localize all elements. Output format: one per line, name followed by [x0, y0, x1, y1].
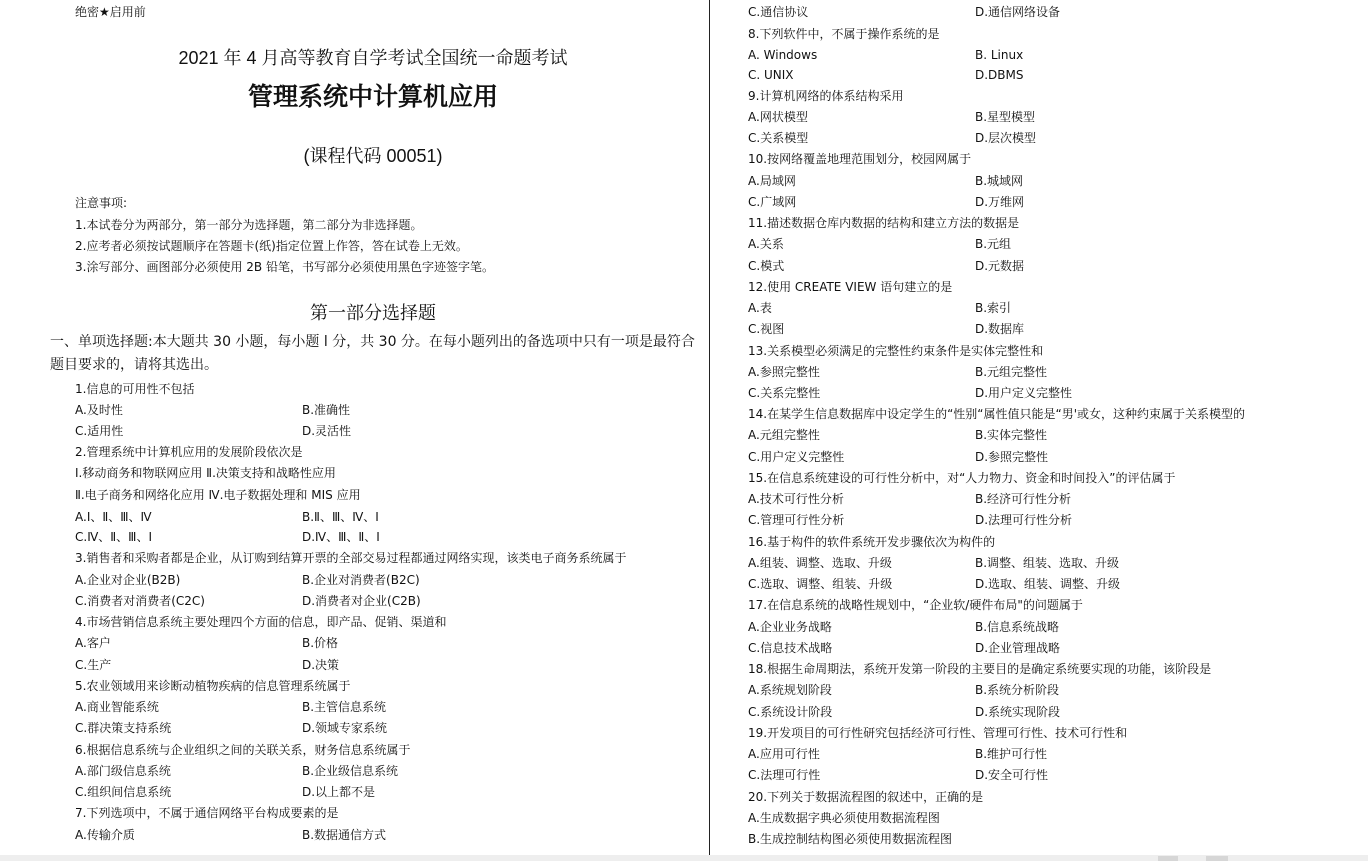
question-15: 15.在信息系统建设的可行性分析中，对“人力物力、资金和时间投入”的评估属于 — [748, 471, 1176, 485]
option: D.用户定义完整性 — [975, 386, 1073, 400]
option: C.Ⅳ、Ⅱ、Ⅲ、Ⅰ — [75, 530, 152, 544]
option: B.准确性 — [302, 403, 351, 417]
option: D.Ⅳ、Ⅲ、Ⅱ、Ⅰ — [302, 530, 380, 544]
option: D.决策 — [302, 658, 340, 672]
option: C.广域网 — [748, 195, 797, 209]
question-2: 2.管理系统中计算机应用的发展阶段依次是 — [75, 445, 303, 459]
option: A.传输介质 — [75, 828, 135, 842]
option: D.法理可行性分析 — [975, 513, 1073, 527]
option: C.法理可行性 — [748, 768, 821, 782]
notes-heading: 注意事项: — [75, 196, 128, 210]
option: B.星型模型 — [975, 110, 1036, 124]
option: D.层次模型 — [975, 131, 1037, 145]
question-13: 13.关系模型必须满足的完整性约束条件是实体完整性和 — [748, 344, 1044, 358]
option: A.网状模型 — [748, 110, 808, 124]
section-instructions: 一、单项选择题:本大题共 30 小题，每小题 l 分，共 30 分。在每小题列出的备选项中只有一项是最符合 — [50, 334, 695, 350]
question-10: 10.按网络覆盖地理范围划分，校园网属于 — [748, 152, 972, 166]
question-9: 9.计算机网络的体系结构采用 — [748, 89, 904, 103]
option: D.元数据 — [975, 259, 1025, 273]
page-divider — [709, 0, 710, 855]
option: C.生产 — [75, 658, 112, 672]
scroll-thumb-secondary[interactable] — [1206, 856, 1228, 861]
option: C.组织间信息系统 — [75, 785, 172, 799]
option: B.企业级信息系统 — [302, 764, 399, 778]
option: D.系统实现阶段 — [975, 705, 1061, 719]
option: C. UNIX — [748, 68, 794, 82]
option: A.组装、调整、选取、升级 — [748, 556, 892, 570]
option: C.关系完整性 — [748, 386, 821, 400]
option: D.企业管理战略 — [975, 641, 1061, 655]
option: C.用户定义完整性 — [748, 450, 845, 464]
option: A.应用可行性 — [748, 747, 820, 761]
question-18: 18.根据生命周期法，系统开发第一阶段的主要目的是确定系统要实现的功能，该阶段是 — [748, 662, 1212, 676]
option: C.管理可行性分析 — [748, 513, 845, 527]
part-one-title: 第一部分选择题 — [310, 303, 436, 323]
question-line: Ⅱ.电子商务和网络化应用 Ⅳ.电子数据处理和 MIS 应用 — [75, 488, 361, 502]
question-1: 1.信息的可用性不包括 — [75, 382, 195, 396]
option: B.城域网 — [975, 174, 1024, 188]
note-item: 3.涂写部分、画图部分必须使用 2B 铅笔，书写部分必须使用黑色字迹签字笔。 — [75, 260, 494, 274]
option: C.系统设计阶段 — [748, 705, 833, 719]
option: B.企业对消费者(B2C) — [302, 573, 420, 587]
option: A.Ⅰ、Ⅱ、Ⅲ、Ⅳ — [75, 510, 152, 524]
option: D.消费者对企业(C2B) — [302, 594, 421, 608]
option: D.通信网络设备 — [975, 5, 1061, 19]
option: C.选取、调整、组装、升级 — [748, 577, 893, 591]
question-6: 6.根据信息系统与企业组织之间的关联关系，财务信息系统属于 — [75, 743, 411, 757]
question-16: 16.基于构件的软件系统开发步骤依次为构件的 — [748, 535, 996, 549]
question-line: Ⅰ.移动商务和物联网应用 Ⅱ.决策支持和战略性应用 — [75, 466, 336, 480]
option: A.局域网 — [748, 174, 796, 188]
option: D.数据库 — [975, 322, 1025, 336]
option: A.企业业务战略 — [748, 620, 832, 634]
option: D.安全可行性 — [975, 768, 1049, 782]
option: A.关系 — [748, 237, 784, 251]
option: B.生成控制结构图必须使用数据流程图 — [748, 832, 953, 846]
option: B.信息系统战略 — [975, 620, 1060, 634]
option: D.DBMS — [975, 68, 1024, 82]
question-19: 19.开发项目的可行性研究包括经济可行性、管理可行性、技术可行性和 — [748, 726, 1128, 740]
question-20: 20.下列关于数据流程图的叙述中，正确的是 — [748, 790, 984, 804]
subject-title: 管理系统中计算机应用 — [247, 82, 498, 111]
option: A.企业对企业(B2B) — [75, 573, 181, 587]
option: B.维护可行性 — [975, 747, 1048, 761]
section-instructions-cont: 题目要求的，请将其选出。 — [50, 357, 218, 373]
option: D.参照完整性 — [975, 450, 1049, 464]
option: D.以上都不是 — [302, 785, 376, 799]
question-8: 8.下列软件中，不属于操作系统的是 — [748, 27, 940, 41]
option: D.万维网 — [975, 195, 1025, 209]
option: B.元组完整性 — [975, 365, 1048, 379]
question-17: 17.在信息系统的战略性规划中，“企业软/硬件布局"的问题属于 — [748, 598, 1083, 612]
exam-title: 2021 年 4 月高等教育自学考试全国统一命题考试 — [178, 48, 568, 68]
option: B.经济可行性分析 — [975, 492, 1072, 506]
question-4: 4.市场营销信息系统主要处理四个方面的信息，即产品、促销、渠道和 — [75, 615, 447, 629]
option: C.模式 — [748, 259, 785, 273]
option: B.主管信息系统 — [302, 700, 387, 714]
option: C.视图 — [748, 322, 785, 336]
bottom-scrollbar[interactable] — [0, 855, 1368, 861]
option: A.商业智能系统 — [75, 700, 159, 714]
option: A.客户 — [75, 636, 111, 650]
option: A. Windows — [748, 48, 818, 62]
question-14: 14.在某学生信息数据库中设定学生的“性别“属性值只能是“男'或女，这种约束属于关系模型的 — [748, 407, 1246, 421]
option: A.部门级信息系统 — [75, 764, 171, 778]
option: C.通信协议 — [748, 5, 809, 19]
option: B.元组 — [975, 237, 1012, 251]
option: A.系统规划阶段 — [748, 683, 832, 697]
option: A.参照完整性 — [748, 365, 820, 379]
option: B.实体完整性 — [975, 428, 1048, 442]
option: B.系统分析阶段 — [975, 683, 1060, 697]
option: B.价格 — [302, 636, 339, 650]
question-7: 7.下列选项中，不属于通信网络平台构成要素的是 — [75, 806, 339, 820]
option: B. Linux — [975, 48, 1024, 62]
option: B.调整、组装、选取、升级 — [975, 556, 1120, 570]
option: A.生成数据字典必须使用数据流程图 — [748, 811, 940, 825]
option: C.信息技术战略 — [748, 641, 833, 655]
option: B.索引 — [975, 301, 1012, 315]
question-11: 11.描述数据仓库内数据的结构和建立方法的数据是 — [748, 216, 1020, 230]
option: A.技术可行性分析 — [748, 492, 844, 506]
scroll-thumb[interactable] — [1158, 856, 1178, 861]
option: D.领域专家系统 — [302, 721, 388, 735]
option: B.数据通信方式 — [302, 828, 387, 842]
option: D.选取、组装、调整、升级 — [975, 577, 1121, 591]
option: A.表 — [748, 301, 772, 315]
question-12: 12.使用 CREATE VIEW 语句建立的是 — [748, 280, 953, 294]
option: C.适用性 — [75, 424, 124, 438]
note-item: 1.本试卷分为两部分，第一部分为选择题，第二部分为非选择题。 — [75, 218, 423, 232]
option: C.消费者对消费者(C2C) — [75, 594, 205, 608]
confidential-label: 绝密★启用前 — [75, 5, 146, 19]
course-code: (课程代码 00051) — [303, 146, 443, 166]
option: C.群决策支持系统 — [75, 721, 172, 735]
question-5: 5.农业领域用来诊断动植物疾病的信息管理系统属于 — [75, 679, 351, 693]
option: A.元组完整性 — [748, 428, 820, 442]
option: B.Ⅱ、Ⅲ、Ⅳ、Ⅰ — [302, 510, 379, 524]
question-3: 3.销售者和采购者都是企业，从订购到结算开票的全部交易过程都通过网络实现，该类电子商务系统属于 — [75, 551, 627, 565]
note-item: 2.应考者必须按试题顺序在答题卡(纸)指定位置上作答，答在试卷上无效。 — [75, 239, 468, 253]
option: C.关系模型 — [748, 131, 809, 145]
option: A.及时性 — [75, 403, 123, 417]
option: D.灵活性 — [302, 424, 352, 438]
